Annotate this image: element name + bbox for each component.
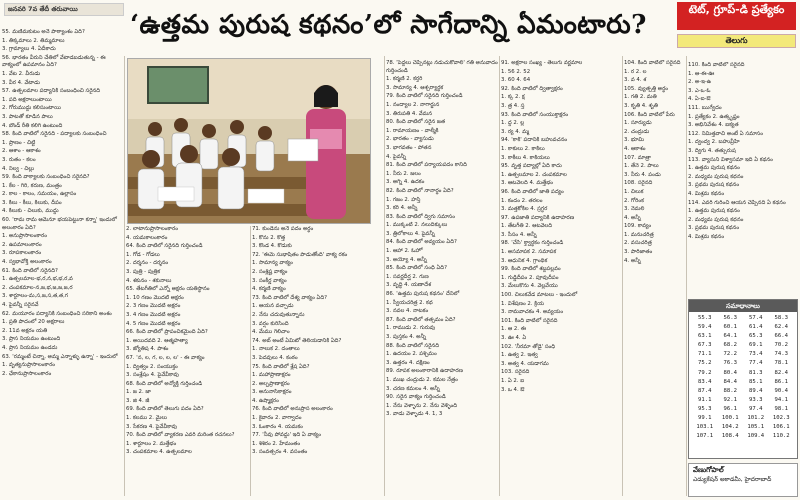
question-line: 1. కందం 2. తరలం — [501, 197, 543, 204]
question-line: 3. పారిజాతం — [624, 249, 653, 256]
answer-cell: 71.1 — [698, 351, 712, 358]
question-line: 111. ఋగ్వేదం — [688, 104, 722, 111]
answer-cell: 74.3 — [774, 351, 788, 358]
question-line: 2. కాల - కాలం, సమయం, ఉల్లాసం — [2, 191, 77, 198]
question-line: 1. చిలుక — [624, 188, 644, 195]
answer-cell: 66.4 — [774, 333, 788, 340]
question-line: 4. బౌండ్ రీతి కలిగి ఉంటుంది — [2, 122, 63, 129]
question-line: 2. 11వ అక్షరం యతి — [2, 327, 48, 334]
question-line: 74. అబ్ అంటే ఏమిటో తెలియడానికి ఏది? — [252, 337, 342, 344]
question-line: 1. నీరు 2. జలం — [386, 170, 421, 177]
question-column-4 — [386, 60, 498, 498]
question-line: 2. గోరుముద్దు కలిసుంటాయి — [2, 105, 61, 112]
answer-cell: 78.1 — [774, 360, 788, 367]
column-divider — [499, 56, 500, 496]
question-line: 4. 5 గణం మొదటి అక్షరం — [126, 320, 181, 327]
question-line: 87. కింది వాటిలో తత్సమం ఏది? — [386, 316, 456, 323]
question-line: 103. సరైనది — [501, 369, 530, 376]
question-line: 104. కింది వాటిలో సరైనది — [624, 60, 681, 66]
question-line: 2. సంశ్లిష్ట వాక్యం — [252, 268, 288, 275]
question-column-2 — [126, 226, 248, 498]
answer-cell: 97.4 — [749, 405, 763, 412]
question-line: 1. కొను 2. కొత్త — [252, 234, 286, 241]
question-line: 4. పైవన్నీ సరైనవే — [2, 302, 39, 308]
question-line: 1. కర్మణి 2. కర్తరి — [386, 76, 423, 83]
question-line: 4. ప్రాస నియమం ఉండదు — [2, 344, 58, 351]
question-line: 55. మణిమకుటం అనే పాఠ్యాంశం ఏది? — [2, 29, 85, 35]
question-line: 1. గతి 2. మతి — [624, 94, 657, 101]
question-line: 4. అన్నీ — [624, 257, 641, 264]
question-line: 1. 56 2. 52 — [501, 68, 531, 75]
question-line: 4. మిశ్రమ కథనం — [688, 190, 725, 197]
question-line: 1. అసమాపక 2. సమాపక — [501, 249, 557, 256]
answer-cell: 70.2 — [774, 342, 788, 349]
question-line: 97. ఉపజాతి పద్యానికి ఉదాహరణ — [501, 214, 575, 221]
question-line: 70. కింది వాటిలో వ్యాకరణ ఎవరి మరింత రచనలు? — [126, 432, 235, 439]
question-line: 3. నీరు 4. పండు — [624, 171, 661, 178]
question-line: 110. కింది వాటిలో సరైనది — [688, 62, 745, 68]
answer-key-box — [688, 299, 798, 459]
question-line: 3. సీసం 4. అన్నీ — [501, 231, 537, 238]
column-divider — [686, 56, 687, 496]
question-line: 1. గజం 2. హస్తి — [386, 196, 421, 203]
question-line: 3. త్రిలోకాలు 4. పైవన్నీ — [386, 230, 435, 237]
question-line: 3. చంపకమాల 4. ఉత్పలమాల — [126, 449, 192, 456]
question-line: 90. సరైన వాక్యం గుర్తించండి — [386, 394, 446, 401]
question-line: 91. అక్షరాల సంఖ్య - తెలుగు వర్ణమాల — [501, 60, 583, 66]
question-line: 4. స్వభావోక్తి అలంకారం — [2, 259, 52, 266]
question-line: 3. సేకరణ 4. పైవేవీకావు — [126, 423, 178, 430]
answer-cell: 72.2 — [723, 351, 737, 358]
question-line: 1. నాలుక 2. దంతాలు — [252, 346, 300, 353]
answer-cell: 93.3 — [749, 396, 763, 403]
answer-cell: 64.1 — [723, 333, 737, 340]
answer-cell: 92.1 — [723, 396, 737, 403]
answer-cell: 55.3 — [698, 315, 712, 321]
question-line: 3. అగ్ని 4. ఉదకం — [386, 179, 425, 186]
question-line: 1. రామాయణం - వాల్మీకి — [386, 127, 439, 134]
question-line: 92. కింది వాటిలో ద్విత్వాక్షరం — [501, 85, 563, 92]
question-line: 1. జ 2. జా — [126, 389, 152, 396]
question-line: 69. కింది వాటిలో తెలుగు పదం ఏది? — [126, 406, 204, 413]
question-line: 3. అనునాసికాక్షరం — [252, 389, 292, 396]
question-line: 2. 3 గణం మొదటి అక్షరం — [126, 303, 181, 310]
question-line: 1. కాకులు 2. కాకిలు — [501, 145, 545, 152]
column-divider — [622, 56, 623, 496]
answer-cell: 99.1 — [698, 415, 712, 422]
answer-cell: 100.1 — [721, 415, 739, 422]
question-line: 114. ఎవరి గురించి ఆయన చెప్పినది ఏ కథనం — [688, 199, 786, 206]
question-line: 3. అత్వ 4. యడాగమ — [501, 360, 549, 367]
question-column-3 — [252, 226, 382, 498]
question-line: 4. ఆకాశం — [624, 145, 646, 152]
question-line: 4. శకునం - శకునాలు — [126, 277, 172, 284]
language-tag: తెలుగు — [677, 34, 796, 48]
question-line: 3. పాటతో కూడిన పాలు — [2, 113, 53, 120]
answer-cell: 69.1 — [749, 342, 763, 349]
question-line: 3. సంశ్లేషం 4. పైవేవీకావు — [126, 372, 179, 379]
question-line: 88. కింది వాటిలో సరైనది — [386, 342, 439, 349]
question-line: 1. 10 గణం మొదటి అక్షరం — [126, 294, 184, 301]
question-line: 99. కింది వాటిలో శబ్దపల్లవం — [501, 266, 561, 273]
question-line: 96. కింది వాటిలో జాతి పద్యం — [501, 188, 564, 195]
question-line: 1. ద్ద 2. ల్ల — [501, 120, 525, 127]
question-line: 77. 'నీవు పోవద్దు' ఇది ఏ వాక్యం — [252, 432, 321, 439]
answer-cell: 61.4 — [749, 324, 763, 331]
question-line: 3. నవల 4. నాటకం — [386, 308, 429, 315]
question-line: 1. ప్రత్యేకం 2. ఉత్కృష్టం — [688, 113, 740, 120]
question-line: 3. 60 4. 64 — [501, 77, 531, 84]
question-line: 4. కిలుకు - చిలుకు, ముద్దు — [2, 208, 59, 215]
answer-cell: 110.2 — [772, 433, 790, 440]
column-divider — [384, 56, 385, 496]
question-line: 84. కింది వాటిలో అవ్యయం ఏది? — [386, 239, 457, 246]
question-line: 71. కుండెను అనే పదం అర్థం — [252, 226, 314, 232]
question-line: 98. 'చేసి' క్త్వార్థకం గుర్తించండి — [501, 240, 564, 247]
question-line: 3. తిరుపతి 4. వేమన — [386, 110, 433, 117]
question-line: 78. 'పెద్దలు చెప్పినట్లు నడుచుకోవాలి' గతి అనువాదం గుర్తించండి — [386, 60, 498, 74]
question-line: 1. కలము 2. మైలు — [126, 415, 168, 422]
question-column-5 — [501, 60, 621, 498]
question-line: 3. కృతి 4. శృతి — [624, 102, 658, 109]
classroom-illustration — [128, 59, 371, 224]
question-line: 1. అనుప్రాసాలంకారం — [2, 233, 47, 240]
question-line: 3. మత్తకోకిల 4. స్రగ్ధర — [501, 206, 548, 213]
answer-cell: 81.3 — [749, 369, 763, 376]
question-line: 3. గ్రామ్యాలు 4. ఏదీకాదు — [2, 46, 56, 53]
question-line: 1. వృత్యనుప్రాసాలంకారం — [2, 362, 55, 369]
question-line: 2. వసుచరిత్ర — [624, 240, 652, 247]
question-line: 1. ఏ 2. ఐ — [501, 377, 525, 384]
question-line: 1. ఉదయం 2. పశ్చిమం — [386, 351, 437, 358]
question-line: 68. కింది వాటిలో అన్యోక్తి గుర్తించండి — [126, 380, 203, 387]
question-line: 83. కింది వాటిలో ద్విగు సమాసం — [386, 213, 455, 220]
question-line: 1. ఆ-ఈ-ఊ — [688, 70, 715, 77]
question-line: 3. పెదవులు 4. కంఠం — [252, 354, 298, 361]
question-line: 1. ద్విత్వం 2. సంయుక్తం — [126, 363, 178, 370]
question-line: 1. సవర్ణదీర్ఘ 2. గుణ — [386, 273, 429, 280]
question-line: 109. కావ్యం — [624, 223, 652, 230]
question-line: 4. మిశ్రమ కథనం — [688, 233, 725, 240]
answer-cell: 65.3 — [749, 333, 763, 340]
answer-cell: 63.1 — [698, 333, 712, 340]
question-line: 1. ర 2. ల — [624, 68, 647, 75]
question-line: 2. భారతం - వ్యాసుడు — [386, 136, 434, 143]
answer-cell: 108.4 — [721, 433, 739, 440]
answer-cell: 82.4 — [774, 369, 788, 376]
question-line: 85. కింది వాటిలో సంధి ఏది? — [386, 265, 447, 272]
answer-cell: 59.4 — [698, 324, 712, 331]
question-line: 1. ఉత్పలమాల 2. చంపకమాల — [501, 171, 567, 178]
answer-cell: 80.4 — [723, 369, 737, 376]
question-line: 3. ప్రథమ పురుష కథనం — [688, 225, 740, 232]
question-line: 1. శిశిరం 2. హేమంతం — [252, 440, 301, 447]
question-line: 72. 'ఈమె సుభాషితం పాడుతోంది' వాక్య రకం — [252, 251, 348, 258]
question-line: 100. చిలుకవేడ మాటలు - ఇందులో — [501, 292, 578, 299]
question-line: 3. ఎ-ఒ-ఓ — [688, 87, 711, 94]
column-divider — [250, 226, 251, 496]
answer-cell: 58.3 — [774, 315, 788, 321]
question-line: 1. ద్వంద్వ 2. బహువ్రీహి — [688, 139, 740, 146]
question-line: 94. 'కాకి' పదానికి బహువచనం — [501, 137, 568, 144]
answer-cell: 103.1 — [696, 424, 714, 431]
question-line: 1. కేల - గిరి, కరుణ, మంత్రం — [2, 182, 62, 189]
question-line: 1. వేట 2. వీరుడు — [2, 70, 41, 77]
question-line: 61. కింది వాటిలో సరైనది? — [2, 267, 58, 274]
question-line: 2. గోరింక — [624, 197, 644, 204]
question-line: 2. మధ్యమ పురుష కథనం — [688, 173, 744, 180]
answer-cell: 57.4 — [749, 315, 763, 321]
question-line: 105. వ్యుత్పత్తి అర్థం — [624, 85, 669, 92]
question-line: 3. అభినివేశం 4. ఐక్యత — [688, 122, 739, 129]
question-line: 1. ఉత్పలమాల-భ,ర,న,భ,భ,ర,వ — [2, 276, 73, 283]
question-line: 1. ప్రతి పాదంలో 20 అక్షరాలు — [2, 319, 65, 326]
question-line: 1. ఉత్తమ పురుష కథనం — [688, 165, 740, 172]
question-line: 3. జి 4. జీ — [126, 397, 150, 404]
question-line: 1. గుడ్డిదీపం 2. పూవుదీపం — [501, 274, 559, 281]
question-line: 3. నెమలి — [624, 206, 645, 213]
question-line: 2. అల్పప్రాణాక్షరం — [252, 380, 290, 387]
question-line: 95. వృత్త పద్యాల్లో ఏది కాదు — [501, 163, 562, 170]
question-line: 2. దర్శనం - దర్శనం — [126, 260, 169, 267]
question-line: 1. ఉత్వ 2. ఇత్వ — [501, 352, 538, 359]
question-line: 3. కరి 4. అన్నీ — [386, 205, 418, 212]
question-line: 3. కొండ 4. కొడుకు — [252, 243, 292, 250]
question-line: 1. విశేషణం 2. క్రియ — [501, 300, 545, 307]
answer-cell: 86.1 — [774, 378, 788, 385]
question-line: 3. వీర 4. వేటాడు — [2, 79, 41, 86]
question-line: 106. కింది వాటిలో పేరు — [624, 111, 675, 118]
exam-badge: టెట్, గ్రూప్-డి ప్రత్యేకం — [677, 2, 796, 30]
question-line: 67. 'న, ల, గ, ల, ల, ల' - ఈ వాక్యం — [126, 354, 205, 361]
question-line: 2. ఆశాం - ఆకాశం — [2, 148, 41, 155]
question-line: 3. ఆటవెలది 4. మత్తేభం — [501, 180, 554, 187]
question-line: 3. త్ర 4. స్త — [501, 102, 525, 109]
question-line: 3. రూపకాలంకారం — [2, 250, 42, 257]
answer-cell: 62.4 — [774, 324, 788, 331]
question-column-6 — [624, 60, 684, 498]
question-line: 63. 'రమ్మంటే చిన్నా, అమ్మ ఎన్నాళ్ళు ఉన్నా' - ఇందులో — [2, 353, 118, 360]
question-line: 3. ప్రథమ పురుష కథనం — [688, 182, 740, 189]
answer-cell: 88.2 — [723, 387, 737, 394]
question-line: 1. తేనె 2. పాలు — [624, 163, 659, 170]
question-line: 56. భారతం వీరుని చేతిలో వేటాడబడుతున్న - ఈ వాక్యంలో ఉపమానం ఏది? — [2, 54, 106, 69]
question-line: 3. సంకీర్ణ వాక్యం — [252, 277, 287, 284]
answer-cell: 95.3 — [698, 405, 712, 412]
question-line: 1. ఆహా 2. ఓహో — [386, 248, 423, 255]
question-line: 2. ఉపమాలంకారం — [2, 241, 42, 248]
question-line: 59. కింది వాక్యాలకు సంబంధించి సరైనది? — [2, 174, 90, 181]
answer-key-grid — [689, 312, 797, 443]
answer-cell: 89.4 — [749, 387, 763, 394]
question-line: 4. అన్నీ — [624, 214, 641, 221]
question-line: 93. కింది వాటిలో సంయుక్తాక్షరం — [501, 111, 569, 118]
question-line: 89. రూపక అలంకారానికి ఉదాహరణ — [386, 368, 463, 375]
page-title: ‘ఉత్తమ పురుష కథనం’లో సాగేదాన్ని ఏమంటారు? — [130, 10, 647, 40]
question-line: 1. ముఖ చంద్రుడు 2. కమల నేత్రం — [386, 376, 458, 383]
answer-key-title: సమాధానాలు — [689, 300, 797, 312]
answer-cell: 60.1 — [723, 324, 737, 331]
kicker-label: జనవరి 7వ తేదీ తరువాయి — [4, 3, 124, 16]
question-line: 66. కింది వాటిలో ప్రాపంచికమైంది ఏది? — [126, 329, 208, 336]
question-line: 3. పుస్తకం 4. అన్నీ — [386, 334, 427, 340]
answer-cell: 94.1 — [774, 396, 788, 403]
question-line: 3. భాగవతం - పోతన — [386, 144, 432, 151]
answer-cell: 106.1 — [772, 424, 790, 431]
answer-cell: 84.4 — [723, 378, 737, 385]
question-line: 57. ఉత్పలమాల పద్యానికి సంబంధించి సరైనది — [2, 88, 101, 95]
answer-cell: 85.1 — [749, 378, 763, 385]
question-line: 65. తేటగీతిలో ఎన్నో అక్షరం యతిస్థానం — [126, 286, 210, 293]
question-line: 1. సామాన్య వాక్యం — [252, 260, 293, 267]
question-line: 3. వ 4. శ — [624, 77, 647, 84]
question-line: 4. యమకాలంకారం — [126, 234, 168, 241]
question-line: 1. మనుచరిత్ర — [624, 231, 654, 238]
question-line: 1. తిక్కమాలు 2. తిమ్మమాలు — [2, 37, 65, 44]
question-line: 1. నేను వెళ్ళాను 2. నేను వెళ్ళింది — [386, 402, 458, 409]
question-line: 79. కింది వాటిలో సరైనది గుర్తించండి — [386, 93, 463, 100]
question-line: 75. కింది వాటిలో శ్లేష ఏది? — [252, 363, 310, 370]
question-line: 3. కాకీలు 4. కాకియలు — [501, 154, 550, 161]
question-line: 102. 'నీరమా తోడై' సంధి — [501, 343, 556, 350]
author-org: ఎడ్యుకేషన్ అకాడమీ, హైదరాబాద్ — [693, 476, 772, 483]
question-line: 3. ర్య 4. మ్మ — [501, 128, 530, 135]
question-line: 3. శార్దూలం-మ,స,జ,స,త,త,గ — [2, 293, 68, 300]
classroom-photo — [127, 58, 371, 224]
question-line: 4. పైవన్నీ — [386, 153, 407, 160]
question-line: 3. ఉత్తరం 4. దక్షిణం — [386, 359, 430, 366]
answer-cell: 109.4 — [747, 433, 765, 440]
question-line: 62. మయూరం పద్యానికి సంబంధించి సరికాని అంశం — [2, 310, 112, 317]
question-line: 1. తేటగీతి 2. ఆటవెలది — [501, 223, 553, 230]
question-line: 3. మేలుకొను 4. వెల్లవేయు — [501, 283, 558, 290]
question-line: 4. కర్మణి వాక్యం — [252, 286, 286, 293]
answer-cell: 101.2 — [747, 415, 765, 422]
question-line: 101. కింది వాటిలో సరైనది — [501, 317, 558, 324]
answer-cell: 104.2 — [721, 424, 739, 431]
question-line: 1. మహాప్రాణాక్షరం — [252, 372, 291, 379]
question-line: 3. రుతం - కలం — [2, 156, 36, 163]
question-line: 2. చంపకమాల-న,జ,భ,జ,జ,జ,ర — [2, 284, 73, 291]
question-line: 4. ఉష్మాక్షరం — [252, 397, 279, 404]
question-line: 80. కింది వాటిలో సరైన జత — [386, 119, 446, 126]
question-line: 3. ప్రాస నియమం ఉంటుంది — [2, 336, 61, 343]
question-line: 3. ఓంకారం 4. యమకం — [252, 423, 303, 430]
question-line: 3. వర్షం కురిసింది — [252, 320, 289, 327]
question-line: 2. మధ్యమ పురుష కథనం — [688, 216, 744, 223]
answer-cell: 76.3 — [723, 360, 737, 367]
question-line: 86. 'ఉత్తమ పురుష కథనం' దేనిలో — [386, 291, 460, 298]
question-line: 1. ప్రాణం - చిట్టి — [2, 139, 36, 146]
answer-cell: 107.1 — [696, 433, 714, 440]
question-line: 1. ఉత్తమ పురుష కథనం — [688, 208, 740, 215]
question-line: 76. కింది వాటిలో అనుప్రాస అలంకారం — [252, 406, 333, 413]
answer-cell: 87.4 — [698, 387, 712, 394]
author-credit — [688, 463, 798, 497]
answer-cell: 98.1 — [774, 405, 788, 412]
question-line: 113. వ్యాసుని విశ్వాసమా ఇది ఏ కథనం — [688, 156, 773, 163]
question-line: 112. నిమిత్తవాచి అంటే ఏ సమాసం — [688, 130, 763, 137]
question-line: 1. రాముడు 2. గురువు — [386, 325, 436, 332]
question-line: 1. నంద్యాల 2. నాగార్జున — [386, 101, 440, 108]
question-line: 82. కింది వాటిలో నానార్థం ఏది? — [386, 187, 454, 194]
question-line: 1. గోడ - గోడలు — [126, 251, 160, 258]
answer-cell: 90.4 — [774, 387, 788, 394]
question-line: 4. ఏ-ఐ-ఔ — [688, 96, 711, 103]
question-line: 1. ఆ 2. ఈ — [501, 326, 527, 333]
question-line: 108. సరైనది — [624, 180, 653, 187]
question-line: 3. భూమి — [624, 137, 645, 144]
answer-cell: 67.3 — [698, 342, 712, 349]
question-line: 3. జ్యోతిష 4. పాశం — [126, 346, 169, 353]
question-line: 2. లాటానుప్రాసాలంకారం — [126, 226, 178, 232]
question-line: 3. ఊ 4. ఏ — [501, 335, 527, 341]
question-line: 1. సూర్యుడు — [624, 120, 652, 127]
question-line: 3. 4 గణం మొదటి అక్షరం — [126, 311, 181, 318]
question-line: 3. నామవాచకం 4. అవ్యయం — [501, 309, 564, 316]
question-line: 1. కైవారం 2. వాగ్వాదం — [252, 415, 302, 422]
question-line: 60. 'రామ రామ ఆమెనూ భయపెట్టునా కన్నా' ఇందులో అలంకారం ఏది? — [2, 217, 117, 231]
question-line: 3. ద్విగు 4. తత్పురుష — [688, 147, 736, 154]
question-line: 3. ఆధునిక 4. గ్రాంథిక — [501, 257, 548, 264]
question-line: 81. కింది వాటిలో పర్యాయపదం కానిది — [386, 162, 467, 169]
question-line: 2. అ-ఇ-ఉ — [688, 79, 712, 86]
question-line: 1. ఆయన వచ్చాడు — [252, 303, 294, 310]
answer-cell: 102.3 — [772, 415, 790, 422]
question-line: 3. ఒ 4. ఔ — [501, 386, 525, 393]
question-line: 1. క్క 2. క్ష — [501, 94, 525, 101]
answer-cell: 79.2 — [698, 369, 712, 376]
question-line: 3. పుత్రి - పుత్రిక — [126, 268, 161, 275]
question-line: 3. వాడు వెళ్ళాడు 4. 1, 3 — [386, 411, 443, 418]
question-line: 1. అయిదవది 2. ఆత్మహత్యా — [126, 337, 188, 344]
question-line: 1. పది అక్షరాలుంటాయి — [2, 96, 52, 103]
question-line: 73. కింది వాటిలో దేశ్య వాక్యం ఏది? — [252, 294, 328, 301]
question-line: 3. సామాన్య 4. ఆశ్చర్యార్థక — [386, 84, 444, 91]
column-divider — [124, 56, 125, 496]
answer-cell: 75.2 — [698, 360, 712, 367]
answer-cell: 105.1 — [747, 424, 765, 431]
answer-cell: 91.1 — [698, 396, 712, 403]
question-line: 3. వృద్ధి 4. యణాదేశ — [386, 282, 431, 289]
answer-cell: 96.1 — [723, 405, 737, 412]
question-column-1 — [2, 29, 124, 498]
answer-cell: 68.2 — [723, 342, 737, 349]
answer-cell: 56.3 — [723, 315, 737, 321]
question-line: 3. చరణ కమలం 4. అన్నీ — [386, 385, 440, 392]
question-line: 2. ఛేకానుప్రాసాలంకారం — [2, 370, 52, 377]
question-line: 3. కిలు - కీలు, కిలుకు, దీపం — [2, 199, 62, 206]
question-line: 107. మాత్రా — [624, 154, 652, 161]
question-line: 3. అయ్యో 4. అన్నీ — [386, 256, 427, 263]
answer-cell: 83.4 — [698, 378, 712, 385]
question-line: 1. స్వీయచరిత్ర 2. కథ — [386, 299, 433, 306]
question-line: 4. మేము గెలిచాం — [252, 329, 290, 336]
author-name: వేణుగోపాల్ — [693, 466, 724, 474]
question-line: 2. నేను చదువుతున్నాను — [252, 311, 305, 318]
answer-cell: 77.4 — [749, 360, 763, 367]
question-line: 1. ముక్కంటి 2. నలుదిక్కులు — [386, 222, 448, 229]
question-line: 3. సంవత్సరం 4. వసంతం — [252, 449, 308, 456]
answer-cell: 73.4 — [749, 351, 763, 358]
question-line: 4. నిల్వ - చిల్లు — [2, 165, 35, 172]
question-line: 2. చంద్రుడు — [624, 128, 650, 135]
question-line: 1. శార్దూలం 2. మత్తేభం — [126, 440, 177, 447]
question-line: 64. కింది వాటిలో సరైనది గుర్తించండి — [126, 243, 203, 250]
question-line: 58. కింది వాటిలో సరైనది - పద్యాలకు సంబంధించి — [2, 131, 107, 138]
